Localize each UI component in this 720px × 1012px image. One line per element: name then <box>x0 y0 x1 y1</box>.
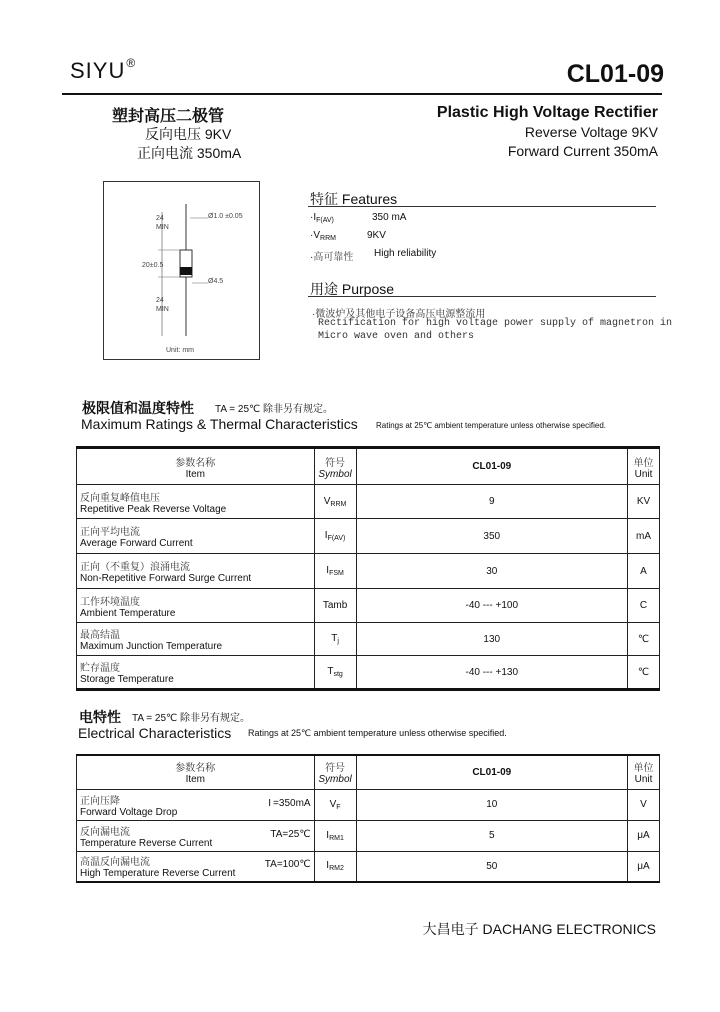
electrical-title-cn: 电特性 <box>79 709 121 725</box>
row-symbol <box>314 851 356 882</box>
row-item <box>77 851 315 882</box>
header-unit-cn: 单位 <box>633 457 654 469</box>
table-header-row <box>77 755 660 789</box>
row-item-cn: 正向压降 <box>80 795 120 807</box>
row-item-cn: 工作环境温度 <box>80 596 140 608</box>
en-reverse-voltage: Reverse Voltage 9KV <box>524 124 658 140</box>
diode-outline-drawing <box>104 182 261 361</box>
table-row <box>77 789 660 820</box>
dim-top: 24 MIN <box>156 215 169 231</box>
row-item <box>77 589 315 623</box>
purpose-en-line1: Rectification for high voltage power supply of magnetron in <box>318 318 673 329</box>
row-item <box>77 789 315 820</box>
part-number: CL01-09 <box>566 60 664 88</box>
header-symbol-cn: 符号 <box>325 763 346 775</box>
row-value: 9 <box>356 485 627 519</box>
registered-mark: ® <box>126 56 137 70</box>
lead-diameter-label: Ø1.0 ±0.05 <box>208 213 243 220</box>
body-diameter-label: Ø4.5 <box>208 278 224 285</box>
features-rule <box>308 206 656 207</box>
feature-value: High reliability <box>374 248 437 259</box>
header-part: CL01-09 <box>356 448 627 485</box>
row-symbol <box>314 656 356 690</box>
row-symbol-main: I <box>326 565 330 576</box>
package-diagram <box>103 181 260 360</box>
row-unit: C <box>627 589 659 623</box>
row-symbol <box>314 589 356 623</box>
row-value: -40 --- +100 <box>356 589 627 623</box>
header-unit-cn: 单位 <box>633 763 654 775</box>
row-symbol-main: I <box>324 530 328 541</box>
header-symbol <box>314 755 356 789</box>
row-symbol-main: T <box>327 666 334 677</box>
dim-body: 20±0.5 <box>142 262 164 269</box>
header-item-en: Item <box>185 774 206 786</box>
max-ratings-note-cn: TA = 25℃ 除非另有规定。 <box>215 404 334 415</box>
row-item <box>77 820 315 851</box>
header-unit-en: Unit <box>634 774 653 786</box>
header-unit-en: Unit <box>634 468 653 480</box>
feature-sub: F(AV) <box>316 217 334 224</box>
en-title: Plastic High Voltage Rectifier <box>436 104 658 121</box>
row-symbol-main: T <box>331 633 338 644</box>
row-item-cn: 最高结温 <box>80 630 120 641</box>
row-condition: TA=25℃ <box>270 828 311 840</box>
brand-logo <box>70 58 136 84</box>
row-symbol <box>314 789 356 820</box>
header-symbol-cn: 符号 <box>325 457 346 469</box>
row-symbol-sub: RM2 <box>329 865 344 873</box>
row-item-cn: 反向重复峰值电压 <box>80 492 160 504</box>
row-value: 130 <box>356 623 627 656</box>
row-symbol <box>314 554 356 589</box>
row-value: 50 <box>356 851 627 882</box>
electrical-note-en: Ratings at 25℃ ambient temperature unless otherwise specified. <box>248 728 507 738</box>
header-item-en: Item <box>185 468 206 480</box>
purpose-rule <box>308 296 656 297</box>
feature-voltage: $\cdot V_{RRM}$ 9KV <box>310 230 386 242</box>
header-symbol-en: Symbol <box>318 468 352 480</box>
row-item <box>77 554 315 589</box>
table-row <box>77 623 660 656</box>
cn-title: 塑封高压二极管 <box>112 108 225 125</box>
row-item-en: Non-Repetitive Forward Surge Current <box>80 573 252 584</box>
row-symbol-main: V <box>323 495 331 507</box>
max-ratings-note-en: Ratings at 25℃ ambient temperature unless otherwise specified. <box>376 421 606 430</box>
max-ratings-title-cn: 极限值和温度特性 <box>82 400 194 416</box>
row-item <box>77 485 315 519</box>
purpose-en-line2: Micro wave oven and others <box>318 331 475 342</box>
table-row <box>77 851 660 882</box>
table-row <box>77 554 660 589</box>
row-item-en: Ambient Temperature <box>80 607 176 619</box>
cn-reverse-voltage: 反向电压 9KV <box>145 126 232 142</box>
row-symbol-sub: j <box>337 638 339 645</box>
row-item-en: Temperature Reverse Current <box>80 837 213 849</box>
row-item <box>77 656 315 690</box>
row-unit: A <box>627 554 659 589</box>
row-unit: μA <box>627 820 659 851</box>
feature-sym: 高可靠性 <box>313 252 354 263</box>
row-item-cn: 反向漏电流 <box>80 826 130 838</box>
row-item-cn: 贮存温度 <box>80 663 120 674</box>
row-item-en: Maximum Junction Temperature <box>80 641 223 652</box>
dim-bottom: 24 MIN <box>156 297 169 313</box>
electrical-table <box>76 754 660 883</box>
purpose-title: 用途 Purpose <box>310 281 395 297</box>
row-item-en: Storage Temperature <box>80 674 174 685</box>
row-unit: μA <box>627 851 659 882</box>
row-value: 30 <box>356 554 627 589</box>
row-item-en: Forward Voltage Drop <box>80 806 178 818</box>
row-item-en: Average Forward Current <box>80 538 193 549</box>
table-row <box>77 485 660 519</box>
feature-current: $\cdot I_{F(AV)}$ 350 mA <box>310 212 407 224</box>
row-condition: TA=100℃ <box>264 859 311 871</box>
header-item-cn: 参数名称 <box>175 457 216 469</box>
purpose-cn-text: 微波炉及其他电子设备高压电源整流用 <box>315 309 486 320</box>
row-unit: mA <box>627 519 659 554</box>
feature-sym: V <box>313 230 321 241</box>
cn-forward-current: 正向电流 350mA <box>137 145 242 161</box>
row-symbol-sub: FSM <box>329 570 344 577</box>
header-item-cn: 参数名称 <box>175 763 216 775</box>
header-item <box>77 755 315 789</box>
header-unit <box>627 448 659 485</box>
row-symbol-main: V <box>329 798 337 810</box>
table-row <box>77 656 660 690</box>
feature-reliability: ·高可靠性 High reliability <box>310 248 437 263</box>
row-item <box>77 623 315 656</box>
row-symbol <box>314 485 356 519</box>
table-row <box>77 820 660 851</box>
row-item <box>77 519 315 554</box>
row-unit: ℃ <box>627 656 659 690</box>
feature-value: 9KV <box>367 230 386 241</box>
feature-value: 350 mA <box>372 212 407 223</box>
en-forward-current: Forward Current 350mA <box>507 143 658 159</box>
unit-label: Unit: mm <box>166 347 194 354</box>
brand-name: SIYU <box>70 58 126 83</box>
header-unit <box>627 755 659 789</box>
header-symbol-en: Symbol <box>318 774 352 786</box>
electrical-note-cn: TA = 25℃ 除非另有规定。 <box>132 713 251 724</box>
row-unit: ℃ <box>627 623 659 656</box>
electrical-title-en: Electrical Characteristics <box>78 725 232 741</box>
table-row <box>77 519 660 554</box>
row-symbol <box>314 519 356 554</box>
row-item-en: Repetitive Peak Reverse Voltage <box>80 503 227 515</box>
row-symbol-main: Tamb <box>322 599 348 611</box>
features-title: 特征 Features <box>310 191 398 207</box>
row-value: 5 <box>356 820 627 851</box>
table-row <box>77 589 660 623</box>
row-unit: V <box>627 789 659 820</box>
row-symbol-sub: stg <box>333 671 343 678</box>
header-rule <box>62 93 662 95</box>
row-symbol-sub: F(AV) <box>327 535 346 542</box>
feature-sym: I <box>313 212 317 223</box>
row-symbol <box>314 820 356 851</box>
purpose-cn: ·微波炉及其他电子设备高压电源整流用 <box>312 309 486 320</box>
header-item <box>77 448 315 485</box>
header-part: CL01-09 <box>356 755 627 789</box>
row-item-cn: 正向平均电流 <box>80 527 140 538</box>
table-header-row <box>77 448 660 485</box>
row-value: 10 <box>356 789 627 820</box>
row-unit: KV <box>627 485 659 519</box>
row-symbol-sub: RRM <box>330 500 347 508</box>
max-ratings-title-en: Maximum Ratings & Thermal Characteristics <box>81 416 358 432</box>
row-symbol-sub: F <box>336 803 341 811</box>
row-symbol <box>314 623 356 656</box>
row-value: -40 --- +130 <box>356 656 627 690</box>
row-symbol-sub: RM1 <box>329 834 344 842</box>
row-symbol-main: I <box>326 860 330 872</box>
row-symbol-main: I <box>326 829 330 841</box>
row-item-cn: 高温反向漏电流 <box>80 857 150 869</box>
row-value: 350 <box>356 519 627 554</box>
row-item-cn: 正向（不重复）浪涌电流 <box>80 562 190 573</box>
header-symbol <box>314 448 356 485</box>
feature-sub: RRM <box>320 235 336 242</box>
row-item-en: High Temperature Reverse Current <box>80 868 236 880</box>
footer-company: 大昌电子 DACHANG ELECTRONICS <box>422 921 656 937</box>
max-ratings-table <box>76 446 660 691</box>
row-condition: I =350mA <box>268 797 311 809</box>
